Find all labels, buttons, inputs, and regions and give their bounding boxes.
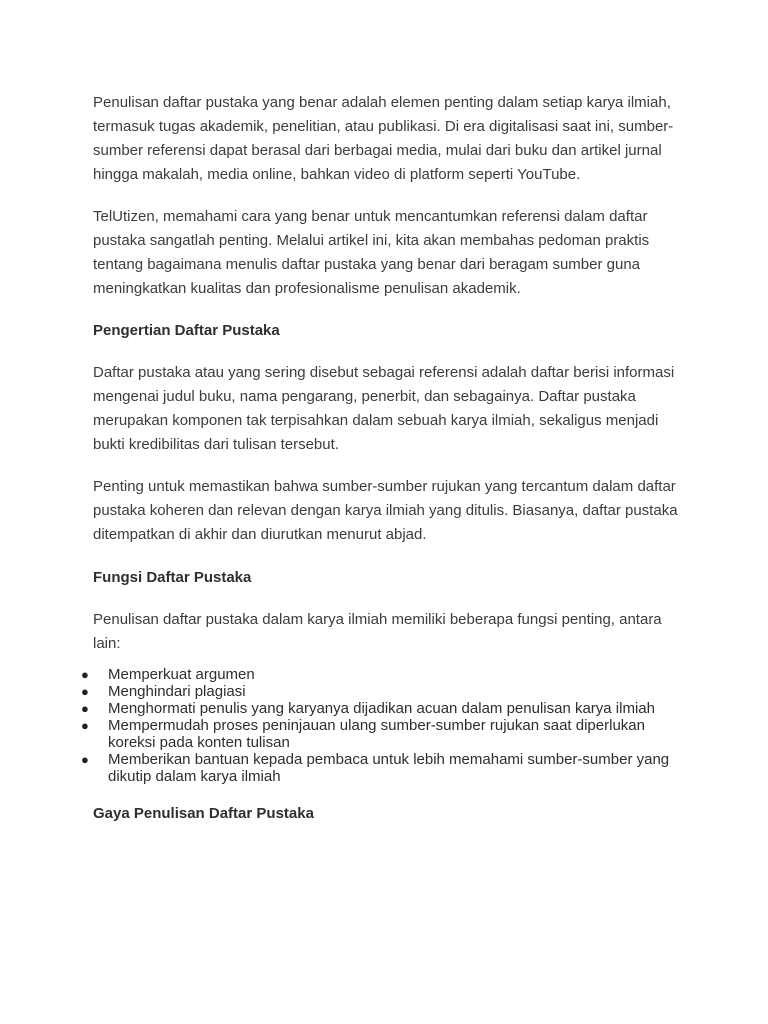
list-item-text: Menghormati penulis yang karyanya dijadikan acuan dalam penulisan karya ilmiah — [108, 700, 655, 717]
definition-paragraph: Daftar pustaka atau yang sering disebut sebagai referensi adalah daftar berisi informasi mengenai judul buku, nama pengarang, penerbit, dan sebagainya. Daftar pustaka merupakan komponen tak terpisahkan dalam sebuah karya ilmiah, sekaligus menjadi bukti kredibilitas dari tulisan tersebut. — [93, 364, 675, 453]
bullet-icon: ● — [81, 667, 89, 682]
list-item-text: Menghindari plagiasi — [108, 683, 246, 700]
list-item-text: Memperkuat argumen — [108, 666, 255, 683]
heading-pengertian: Pengertian Daftar Pustaka — [93, 322, 280, 339]
bullet-icon: ● — [81, 684, 89, 699]
list-item — [81, 666, 688, 683]
list-item — [81, 751, 688, 785]
relevance-paragraph: Penting untuk memastikan bahwa sumber-sumber rujukan yang tercantum dalam daftar pustaka koheren dan relevan dengan karya ilmiah yang ditulis. Biasanya, daftar pustaka ditempatkan di akhir dan diurutkan menurut abjad. — [93, 478, 678, 543]
intro-paragraph: Penulisan daftar pustaka yang benar adalah elemen penting dalam setiap karya ilmiah, termasuk tugas akademik, penelitian, atau publikasi. Di era digitalisasi saat ini, sumber-sumber referensi dapat berasal dari berbagai media, mulai dari buku dan artikel jurnal hingga makalah, media online, bahkan video di platform seperti YouTube. — [93, 94, 674, 183]
heading-fungsi: Fungsi Daftar Pustaka — [93, 569, 252, 586]
list-item-text: Memberikan bantuan kepada pembaca untuk lebih memahami sumber-sumber yang dikutip dalam karya ilmiah — [108, 751, 670, 785]
list-item-text: Mempermudah proses peninjauan ulang sumber-sumber rujukan saat diperlukan koreksi pada konten tulisan — [108, 717, 645, 751]
heading-gaya: Gaya Penulisan Daftar Pustaka — [93, 805, 314, 822]
list-item — [81, 717, 688, 751]
article-body — [81, 91, 683, 826]
functions-list — [81, 666, 688, 785]
list-item — [81, 700, 688, 717]
list-item — [81, 683, 688, 700]
functions-intro-paragraph: Penulisan daftar pustaka dalam karya ilmiah memiliki beberapa fungsi penting, antara lain: — [93, 611, 662, 652]
telutizen-paragraph: TelUtizen, memahami cara yang benar untuk mencantumkan referensi dalam daftar pustaka sangatlah penting. Melalui artikel ini, kita akan membahas pedoman praktis tentang bagaimana menulis daftar pustaka yang benar dari beragam sumber guna meningkatkan kualitas dan profesionalisme penulisan akademik. — [93, 208, 650, 297]
bullet-icon: ● — [81, 752, 89, 767]
bullet-icon: ● — [81, 718, 89, 733]
bullet-icon: ● — [81, 701, 89, 716]
